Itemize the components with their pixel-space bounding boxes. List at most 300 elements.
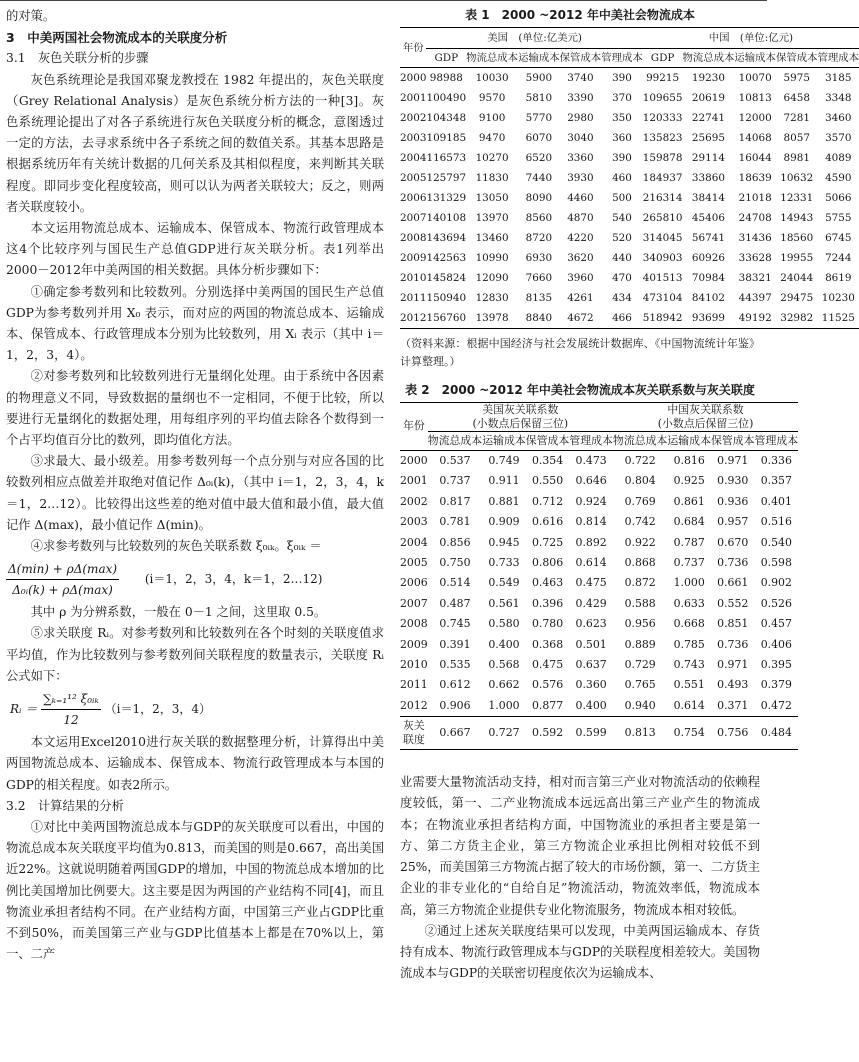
table1-cell: 156760: [426, 312, 467, 324]
table2-cell: 0.909: [488, 515, 520, 529]
table1-cell: 8840: [525, 312, 553, 324]
table2-cell: 0.877: [531, 698, 564, 712]
table1-cell: 7440: [525, 172, 553, 184]
table2-cell: 0.945: [488, 535, 520, 549]
table2-cell: 0.614: [673, 698, 705, 712]
table1-col-header: 管理成本: [817, 52, 859, 64]
table1-cell: 390: [612, 72, 632, 84]
table2-cell: 0.561: [488, 596, 520, 610]
table1-cell: 4220: [567, 232, 594, 244]
table2-cell: 0.487: [439, 596, 471, 610]
table1-row: [400, 308, 859, 329]
table2-final-cell: 0.484: [760, 726, 792, 740]
table1-cell: 2003: [400, 132, 427, 144]
table1-cell: 4460: [567, 192, 594, 204]
table2-cell: 2002: [400, 494, 428, 508]
table2-cell: 0.749: [488, 454, 520, 467]
table1-cell: 4672: [567, 312, 594, 324]
table1-cell: 2007: [400, 212, 427, 224]
table1-cell: 265810: [642, 212, 683, 224]
table2-cell: 0.971: [717, 658, 749, 672]
table2-cell: 0.475: [531, 658, 564, 672]
table2-row: [400, 492, 798, 512]
table2-cell: 2008: [400, 617, 428, 631]
table1-cell: 93699: [691, 312, 725, 324]
table2-cell: 0.956: [624, 617, 656, 631]
table2-cell: 0.549: [488, 576, 520, 590]
table2-final-cell: 0.667: [439, 726, 471, 740]
table1-cell: 9570: [478, 92, 506, 104]
table1-cell: 3620: [567, 252, 594, 264]
table1-cell: 140108: [426, 212, 467, 224]
table1-cell: 5900: [525, 72, 553, 84]
table1-cell: 12000: [738, 112, 772, 124]
table1-cell: 440: [612, 252, 632, 264]
table1-cell: 143694: [426, 232, 467, 244]
paragraph: ①对比中美两国物流总成本与GDP的灰关联度可以看出，中国的物流总成本灰关联度平均值为0.813，而美国的则是0.667，高出美国近22%。这就说明随着两国GDP的增加，中国的物流总成本增加的比例比美国增加比例要大。这主要是因为两国的产业结构不同[4]，而且物流业承担者结构不同。在产业结构方面，中国第三产业占GDP比重不到50%，而美国第三产业与GDP比值基本上都是在70%以上，第一、二产: [6, 819, 384, 962]
table2-cell: 0.881: [488, 494, 520, 508]
table1-cell: 8720: [525, 232, 553, 244]
table2-cell: 0.745: [439, 617, 471, 631]
table2-cell: 0.684: [673, 515, 705, 529]
paragraph: ⑤求关联度 Rᵢ。对参考数列和比较数列在各个时刻的关联度值求平均值，作为比较数列与参考数列间关联程度的数量表示，关联度 Rᵢ 公式如下：: [6, 626, 384, 683]
table1-cell: 184937: [642, 172, 683, 184]
table1-cell: 5770: [525, 112, 553, 124]
table2-cell: 0.550: [531, 474, 564, 488]
table2-final-cell: 0.599: [575, 726, 607, 740]
table1-row: [400, 228, 859, 248]
table2-cell: 0.712: [531, 494, 564, 508]
table1-cell: 16044: [738, 152, 772, 164]
table2-cell: 1.000: [488, 698, 520, 712]
table1-cell: 99215: [646, 72, 680, 84]
table1-cell: 4870: [567, 212, 594, 224]
table2-cell: 0.814: [575, 515, 607, 529]
table2-cell: 0.787: [673, 535, 705, 549]
table1-cell: 19230: [691, 72, 725, 84]
formula-condition: （i＝1，2，3，4）: [104, 702, 212, 717]
table2-row: [400, 471, 798, 491]
table2-cell: 0.940: [624, 698, 656, 712]
table2-cell: 0.646: [575, 474, 607, 488]
table1-cell: 216314: [642, 192, 683, 204]
table1-cell: 10990: [475, 252, 509, 264]
table1-cell: 13050: [475, 192, 509, 204]
table2: [400, 402, 798, 750]
paragraph: 本文运用Excel2010进行灰关联的数据整理分析，计算得出中美两国物流总成本、运输成本、保管成本、物流行政管理成本与本国的GDP的相关程度。如表2所示。: [6, 735, 384, 792]
table2-row: [400, 553, 798, 573]
table1-cell: 6070: [525, 132, 553, 144]
table1-cell: 466: [612, 312, 632, 324]
table1-cell: 49192: [738, 312, 772, 324]
table1-cell: 12090: [475, 272, 509, 284]
table2-cell: 2009: [400, 637, 428, 651]
table2-cell: 0.526: [760, 596, 792, 610]
table1-cell: 25695: [691, 132, 725, 144]
table2-col-header: 运输成本: [667, 434, 711, 447]
table2-cell: 0.501: [575, 637, 607, 651]
table1-cell: 24044: [780, 272, 814, 284]
table1-row: [400, 88, 859, 108]
table2-cell: 0.806: [531, 556, 564, 570]
table1-cell: 540: [612, 212, 632, 224]
table1-note: （资料来源：根据中国经济与社会发展统计数据库、《中国物流统计年鉴》计算整理。）: [400, 337, 760, 368]
table2-cell: 0.336: [760, 454, 792, 467]
table1-cell: 2006: [400, 192, 427, 204]
table1-cell: 8090: [525, 192, 553, 204]
table1-row: [400, 128, 859, 148]
table2-cell: 0.750: [439, 556, 471, 570]
table1-cell: 314045: [642, 232, 683, 244]
table2-cell: 0.668: [673, 617, 705, 631]
table1-cell: 2005: [400, 172, 427, 184]
table2-cell: 0.737: [673, 556, 705, 570]
table2-cell: 0.930: [717, 474, 749, 488]
table1-cell: 10270: [475, 152, 509, 164]
formula-fraction: [6, 559, 119, 600]
table1-cell: 125797: [426, 172, 467, 184]
right-column: [400, 6, 859, 984]
table1-cell: 3390: [567, 92, 594, 104]
table2-cell: 0.612: [439, 678, 471, 692]
table1-cell: 13978: [475, 312, 509, 324]
table1-cell: 10813: [738, 92, 772, 104]
table1-cell: 5755: [825, 212, 852, 224]
table1-cell: 460: [612, 172, 632, 184]
table2-cell: 0.662: [488, 678, 520, 692]
table2-cell: 0.357: [760, 474, 792, 488]
table1-cell: 14943: [780, 212, 814, 224]
table2-year-header: 年份: [402, 419, 425, 433]
formula-numerator: ∑ₖ₌₁¹² ξ₀ᵢₖ: [41, 689, 101, 710]
table1-cell: 470: [612, 272, 632, 284]
table1-cell: 350: [612, 112, 632, 124]
table2-cell: 0.922: [624, 535, 656, 549]
table1-cell: 70984: [691, 272, 725, 284]
table1-cell: 3930: [567, 172, 594, 184]
table2-cell: 2003: [400, 515, 428, 529]
paragraph: ②通过上述灰关联度结果可以发现，中美两国运输成本、存货持有成本、物流行政管理成本与GDP的关联程度相差较大。美国物流成本与GDP的关联密切程度依次为运输成本、: [400, 923, 760, 981]
formula-denominator: Δ₀ᵢ(k) + ρΔ(max): [12, 583, 113, 598]
table2-col-header: 物流总成本: [427, 434, 483, 447]
left-column: [6, 6, 384, 965]
table1-row: [400, 188, 859, 208]
table2-cell: 0.473: [575, 454, 607, 467]
table2-cell: 0.551: [673, 678, 705, 692]
table2-final-cell: 0.727: [488, 726, 520, 740]
table1-cell: 5066: [825, 192, 852, 204]
table1-cell: 11525: [821, 312, 855, 324]
table1-row: [400, 68, 859, 89]
table1-cell: 18639: [738, 172, 772, 184]
table2-row: [400, 635, 798, 655]
paragraph: ④求参考数列与比较数列的灰色关联系数 ξ₀ᵢₖ。ξ₀ᵢₖ ＝: [30, 539, 322, 554]
table2-cell: 0.540: [760, 535, 792, 549]
table1-cell: 8135: [525, 292, 553, 304]
table2-cell: 0.722: [624, 454, 656, 467]
table1-title: 表 1 2000 ~2012 年中美社会物流成本: [465, 8, 695, 22]
table1-cell: 3570: [825, 132, 852, 144]
table1-cell: 5975: [783, 72, 810, 84]
table1-cell: 2001: [400, 92, 427, 104]
table1-col-header: 运输成本: [734, 52, 776, 64]
formula-xi: [6, 559, 384, 600]
table1-cell: 120333: [642, 112, 683, 124]
table2-cell: 0.580: [488, 617, 520, 631]
table2-cell: 0.925: [673, 474, 705, 488]
table2-cell: 0.670: [717, 535, 749, 549]
table2-cell: 0.861: [673, 494, 705, 508]
table1-cell: 116573: [426, 152, 467, 164]
table2-cell: 0.816: [673, 454, 705, 467]
table2-cn-subheader: (小数点后保留三位): [613, 417, 798, 432]
table1-cell: 20619: [691, 92, 725, 104]
table2-cell: 0.360: [575, 678, 607, 692]
table1-cell: 19955: [780, 252, 814, 264]
table2-cell: 0.552: [717, 596, 749, 610]
table1-cell: 10070: [738, 72, 772, 84]
table2-cell: 0.537: [439, 454, 471, 467]
table2-cell: 0.936: [717, 494, 749, 508]
table1-cell: 340903: [642, 252, 683, 264]
table1-cell: 38414: [691, 192, 725, 204]
table1-cell: 8560: [525, 212, 553, 224]
table1-cell: 7281: [783, 112, 810, 124]
table2-cell: 0.400: [488, 637, 520, 651]
table2-cell: 2011: [400, 678, 428, 692]
table2-row: [400, 573, 798, 593]
table1-cell: 7660: [525, 272, 553, 284]
table2-cell: 0.514: [439, 576, 471, 590]
table1-cell: 100490: [426, 92, 467, 104]
table1-col-header: 运输成本: [518, 52, 560, 64]
table2-col-header: 管理成本: [754, 434, 799, 447]
table2-row: [400, 533, 798, 553]
table2-cell: 0.493: [717, 678, 749, 692]
table2-final-cell: 0.756: [717, 726, 749, 740]
table2-cell: 0.889: [624, 637, 656, 651]
table1-cell: 12331: [780, 192, 814, 204]
table1-cell: 33860: [691, 172, 725, 184]
table1-cell: 98988: [429, 72, 463, 84]
table2-cell: 0.742: [624, 515, 656, 529]
table2-cell: 0.429: [575, 596, 607, 610]
table1-cell: 3040: [567, 132, 594, 144]
table2-cell: 0.457: [760, 617, 792, 631]
table1-cell: 45406: [691, 212, 725, 224]
table1-row: [400, 148, 859, 168]
table2-cell: 2004: [400, 535, 428, 549]
table1-cell: 12830: [475, 292, 509, 304]
table1-cell: 4261: [567, 292, 594, 304]
table2-cell: 0.475: [575, 576, 607, 590]
table2-cell: 0.637: [575, 658, 607, 672]
table1-col-header: GDP: [650, 52, 675, 64]
page-top-rule: [0, 0, 767, 3]
table1-cell: 8057: [783, 132, 810, 144]
table2-cell: 0.588: [624, 596, 656, 610]
table2-cell: 0.737: [439, 474, 471, 488]
table1-cell: 518942: [642, 312, 683, 324]
table1-cell: 60926: [691, 252, 725, 264]
table2-cell: 0.736: [717, 556, 749, 570]
table1-cell: 8619: [825, 272, 852, 284]
table2-row: [400, 655, 798, 675]
table2-cell: 0.614: [575, 556, 607, 570]
table1-cell: 2002: [400, 112, 427, 124]
table1-cell: 500: [612, 192, 632, 204]
table1-col-header: 管理成本: [601, 52, 643, 64]
table2-cell: 0.472: [760, 698, 792, 712]
table2-row: [400, 675, 798, 695]
formula-lhs: Rᵢ ＝: [10, 702, 38, 717]
table1-col-header: 保管成本: [559, 52, 602, 64]
table2-cell: 0.856: [439, 535, 471, 549]
table1-cell: 14068: [738, 132, 772, 144]
table1-cn-header: 中国 (单位:亿元): [643, 28, 859, 49]
table1-cell: 44397: [738, 292, 772, 304]
table1-cell: 401513: [642, 272, 683, 284]
table2-cell: 0.892: [575, 535, 607, 549]
paragraph: 的对策。: [6, 9, 56, 23]
table1-cell: 520: [612, 232, 632, 244]
table1-cell: 10230: [821, 292, 855, 304]
table1: [400, 27, 859, 329]
table2-cell: 0.396: [531, 596, 564, 610]
table1-cell: 135823: [642, 132, 683, 144]
table2-cell: 0.368: [531, 637, 564, 651]
table1-col-header: 物流总成本: [682, 52, 735, 64]
paragraph: 本文运用物流总成本、运输成本、保管成本、物流行政管理成本这4个比较序列与国民生产总值GDP进行灰关联分析。表1列举出2000－2012年中美两国的相关数据。具体分析步骤如下：: [6, 221, 384, 278]
table2-cell: 0.576: [531, 678, 564, 692]
table1-cell: 3185: [825, 72, 852, 84]
table1-cell: 109185: [426, 132, 467, 144]
table2-cell: 2006: [400, 576, 428, 590]
paragraph: 灰色系统理论是我国邓聚龙教授在 1982 年提出的，灰色关联度（Grey Relational Analysis）是灰色系统分析方法的一种[3]。灰色系统理论提出了对各子系统进行灰色关联度分析的概念，意图透过一定的方法，去寻求系统中各子系统之间的数值关系。其基本思路是根据系统历年有关统计数据的几何关系及其相似程度，来判断其关联程度。即同步变化程度较高，则可以认为两者关联较大；反之，则两者关联度较小。: [6, 72, 384, 214]
table2-us-header: 美国灰关联系数: [482, 403, 559, 416]
table2-cell: 2012: [400, 698, 428, 712]
table1-cell: 84102: [691, 292, 725, 304]
table2-cell: 0.391: [439, 637, 471, 651]
table2-cell: 0.616: [531, 515, 564, 529]
table2-cell: 0.781: [439, 515, 471, 529]
table2-cell: 0.769: [624, 494, 656, 508]
table2-col-header: 物流总成本: [612, 434, 668, 447]
table2-cell: 0.743: [673, 658, 705, 672]
table2-col-header: 管理成本: [569, 434, 613, 447]
table1-cell: 2004: [400, 152, 427, 164]
table2-cell: 0.633: [673, 596, 705, 610]
table2-cell: 0.568: [488, 658, 520, 672]
table2-cell: 0.765: [624, 678, 656, 692]
paragraph: ②对参考数列和比较数列进行无量纲化处理。由于系统中各因素的物理意义不同，导致数据的量纲也不一定相同，不便于比较，所以要进行无量纲化的数据处理，用每组序列的平均值去除各个数得到一个占平均值百分比的数列，即均值化方法。: [6, 369, 384, 448]
table1-cell: 11830: [475, 172, 509, 184]
table2-cell: 0.924: [575, 494, 607, 508]
table1-cell: 56741: [691, 232, 725, 244]
table2-cell: 0.661: [717, 576, 749, 590]
table1-cell: 6458: [783, 92, 810, 104]
table1-col-header: 保管成本: [775, 52, 818, 64]
table2-row: [400, 512, 798, 532]
table1-cell: 109655: [642, 92, 683, 104]
table2-cell: 0.401: [760, 494, 792, 508]
table1-cell: 18560: [780, 232, 814, 244]
table1-cell: 145824: [426, 272, 467, 284]
table1-cell: 4089: [825, 152, 852, 164]
table1-cell: 370: [612, 92, 632, 104]
table2-cell: 0.957: [717, 515, 749, 529]
table1-cell: 8981: [783, 152, 810, 164]
table2-row: [400, 451, 798, 472]
table1-cell: 2011: [400, 292, 427, 304]
table1-cell: 2010: [400, 272, 427, 284]
table1-cell: 2980: [567, 112, 594, 124]
paragraph: ③求最大、最小级差。用参考数列每一个点分别与对应各国的比较数列相应点做差并取绝对值记作 Δ₀ᵢ(k)，（其中 i＝1，2，3，4，k＝1，2…12）。比较得出这些差的绝对值中最大值和最小值，最大值记作 Δ(max)，最小值记作 Δ(min)。: [6, 454, 384, 532]
table2-cell: 2001: [400, 474, 428, 488]
table2-cell: 0.911: [488, 474, 520, 488]
table1-cell: 24708: [738, 212, 772, 224]
table1-row: [400, 248, 859, 268]
table2-cell: 0.868: [624, 556, 656, 570]
table1-cell: 10030: [475, 72, 509, 84]
table2-col-header: 保管成本: [710, 434, 755, 447]
table1-cell: 4590: [825, 172, 852, 184]
section-heading: 3 中美两国社会物流成本的关联度分析: [6, 30, 228, 46]
table1-cell: 6520: [525, 152, 553, 164]
table1-cell: 434: [612, 292, 632, 304]
table2-cell: 0.598: [760, 556, 792, 570]
table1-row: [400, 108, 859, 128]
table1-cell: 21018: [738, 192, 772, 204]
formula-r: [10, 689, 384, 730]
table1-cell: 9470: [478, 132, 506, 144]
table2-cell: 0.780: [531, 617, 564, 631]
table2-cell: 0.371: [717, 698, 749, 712]
paragraph: 业需要大量物流活动支持，相对而言第三产业对物流活动的依赖程度较低，第一、二产业物流成本远远高出第三产业产生的物流成本；在物流业承担者结构方面，中国物流业的承担者主要是第一方、第二方货主企业，第三方物流企业承担比例相对较低不到25%，而美国第三方物流占据了较大的市场份额，第一、二方货主企业的非专业化的“自给自足”物流活动，物流效率低，物流成本高，第三方物流企业提供专业化物流服务，物流成本相对较低。: [400, 775, 760, 917]
table1-cell: 38321: [738, 272, 772, 284]
table1-cell: 5810: [525, 92, 553, 104]
table1-col-header: GDP: [434, 52, 459, 64]
table2-cn-header: 中国灰关联系数: [667, 403, 744, 416]
table1-cell: 6930: [525, 252, 553, 264]
table1-cell: 29114: [691, 152, 725, 164]
table2-cell: 0.817: [439, 494, 471, 508]
table1-cell: 33628: [738, 252, 772, 264]
table1-cell: 2008: [400, 232, 427, 244]
table1-cell: 2009: [400, 252, 427, 264]
table1-cell: 3348: [825, 92, 852, 104]
table1-cell: 6745: [825, 232, 852, 244]
table2-cell: 2007: [400, 596, 428, 610]
table1-year-header: 年份: [402, 41, 424, 54]
subsection-heading: 3.2 计算结果的分析: [6, 798, 124, 813]
table2-cell: 0.872: [624, 576, 656, 590]
table1-cell: 131329: [426, 192, 467, 204]
table1-cell: 9100: [478, 112, 506, 124]
table1-cell: 29475: [780, 292, 814, 304]
table2-cell: 0.733: [488, 556, 520, 570]
table2-cell: 0.906: [439, 698, 471, 712]
table1-cell: 32982: [780, 312, 814, 324]
table2-cell: 0.400: [575, 698, 607, 712]
table2-title: 表 2 2000 ~2012 年中美社会物流成本灰关联系数与灰关联度: [405, 383, 755, 397]
table2-us-subheader: (小数点后保留三位): [428, 417, 613, 432]
table1-cell: 142563: [426, 252, 467, 264]
table1-us-header: 美国 (单位:亿美元): [426, 28, 642, 49]
table1-row: [400, 288, 859, 308]
table2-cell: 0.725: [531, 535, 564, 549]
table1-cell: 3360: [567, 152, 594, 164]
